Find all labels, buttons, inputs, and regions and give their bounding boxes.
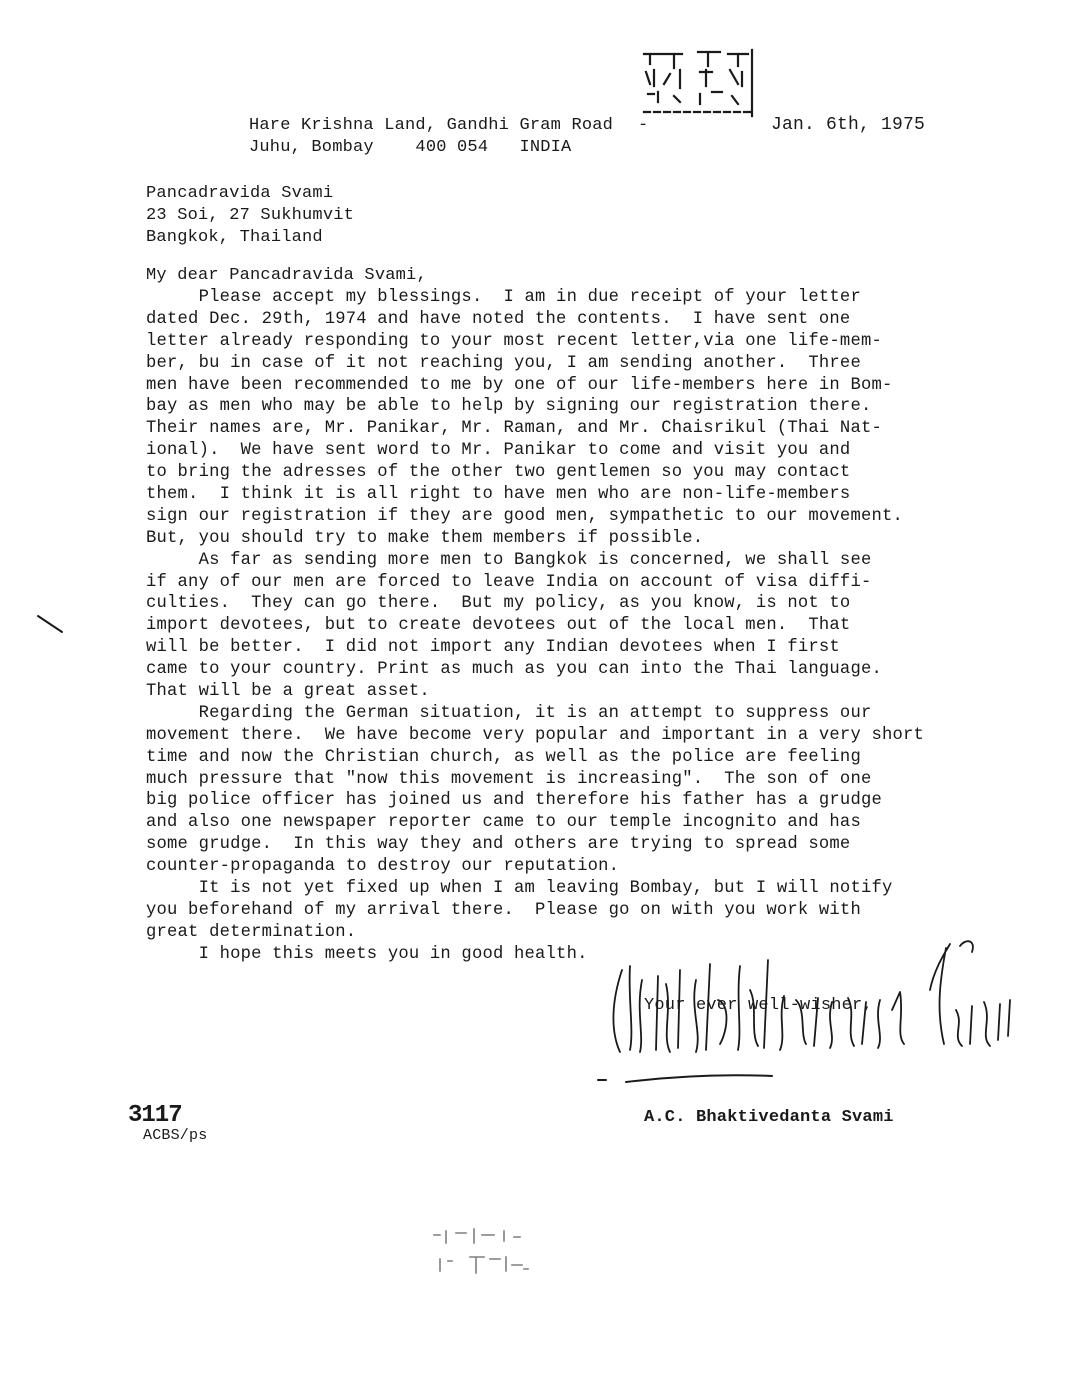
- body-line: Their names are, Mr. Panikar, Mr. Raman, and Mr. Chaisrikul (Thai Nat-: [146, 419, 882, 439]
- body-line: That will be a great asset.: [146, 682, 430, 702]
- body-line: ber, bu in case of it not reaching you, I am sending another. Three: [146, 353, 861, 373]
- body-line: letter already responding to your most recent letter,via one life-mem-: [146, 331, 882, 351]
- faint-stamp-mark: [430, 1225, 540, 1285]
- body-line: much pressure that "now this movement is increasing". The son of one: [146, 769, 872, 789]
- body-line: them. I think it is all right to have men who are non-life-members: [146, 485, 851, 505]
- reference-number: 3117: [128, 1102, 182, 1129]
- sender-address-line1: Hare Krishna Land, Gandhi Gram Road: [249, 116, 614, 135]
- body-line: counter-propaganda to destroy our reputation.: [146, 857, 620, 877]
- salutation: My dear Pancadravida Svami,: [146, 266, 427, 285]
- office-stamp-mark: [640, 48, 755, 123]
- body-line: time and now the Christian church, as well as the police are feeling: [146, 747, 861, 767]
- body-line: men have been recommended to me by one of our life-members here in Bom-: [146, 375, 893, 395]
- recipient-street: 23 Soi, 27 Sukhumvit: [146, 206, 355, 225]
- body-line: great determination.: [146, 922, 357, 942]
- body-line: As far as sending more men to Bangkok is concerned, we shall see: [146, 550, 872, 570]
- address-dash: -: [638, 116, 649, 135]
- body-line: bay as men who may be able to help by signing our registration there.: [146, 397, 872, 417]
- body-line: Please accept my blessings. I am in due receipt of your letter: [146, 288, 861, 307]
- reference-initials: ACBS/ps: [143, 1127, 208, 1144]
- body-line: came to your country. Print as much as you can into the Thai language.: [146, 660, 882, 680]
- letter-body: [146, 287, 976, 966]
- recipient-city: Bangkok, Thailand: [146, 228, 323, 247]
- body-line: It is not yet fixed up when I am leaving Bombay, but I will notify: [146, 879, 893, 899]
- body-line: I hope this meets you in good health.: [146, 944, 588, 964]
- body-line: and also one newspaper reporter came to our temple incognito and has: [146, 813, 861, 833]
- body-line: big police officer has joined us and therefore his father has a grudge: [146, 791, 882, 811]
- margin-tick-mark: [36, 612, 66, 636]
- body-line: ional). We have sent word to Mr. Panikar to come and visit you and: [146, 441, 851, 461]
- sender-address-line2: Juhu, Bombay 400 054 INDIA: [249, 138, 572, 157]
- closing-line: Your ever well-wisher,: [644, 996, 873, 1015]
- letter-date: Jan. 6th, 1975: [771, 115, 926, 135]
- body-line: But, you should try to make them members if possible.: [146, 528, 704, 548]
- signatory-name: A.C. Bhaktivedanta Svami: [644, 1108, 894, 1127]
- recipient-name: Pancadravida Svami: [146, 184, 334, 203]
- body-line: movement there. We have become very popular and important in a very short: [146, 725, 925, 745]
- body-line: sign our registration if they are good men, sympathetic to our movement.: [146, 506, 904, 526]
- handwritten-signature-image: [600, 940, 1020, 1070]
- body-line: Regarding the German situation, it is an attempt to suppress our: [146, 703, 872, 723]
- body-line: dated Dec. 29th, 1974 and have noted the contents. I have sent one: [146, 309, 851, 329]
- body-line: to bring the adresses of the other two gentlemen so you may contact: [146, 463, 851, 483]
- body-line: you beforehand of my arrival there. Please go on with you work with: [146, 900, 861, 920]
- body-line: import devotees, but to create devotees out of the local men. That: [146, 616, 851, 636]
- signature-underline: [596, 1070, 776, 1088]
- body-line: will be better. I did not import any Indian devotees when I first: [146, 638, 840, 658]
- body-line: if any of our men are forced to leave India on account of visa diffi-: [146, 572, 872, 592]
- body-line: some grudge. In this way they and others are trying to spread some: [146, 835, 851, 855]
- body-line: culties. They can go there. But my policy, as you know, is not to: [146, 594, 851, 614]
